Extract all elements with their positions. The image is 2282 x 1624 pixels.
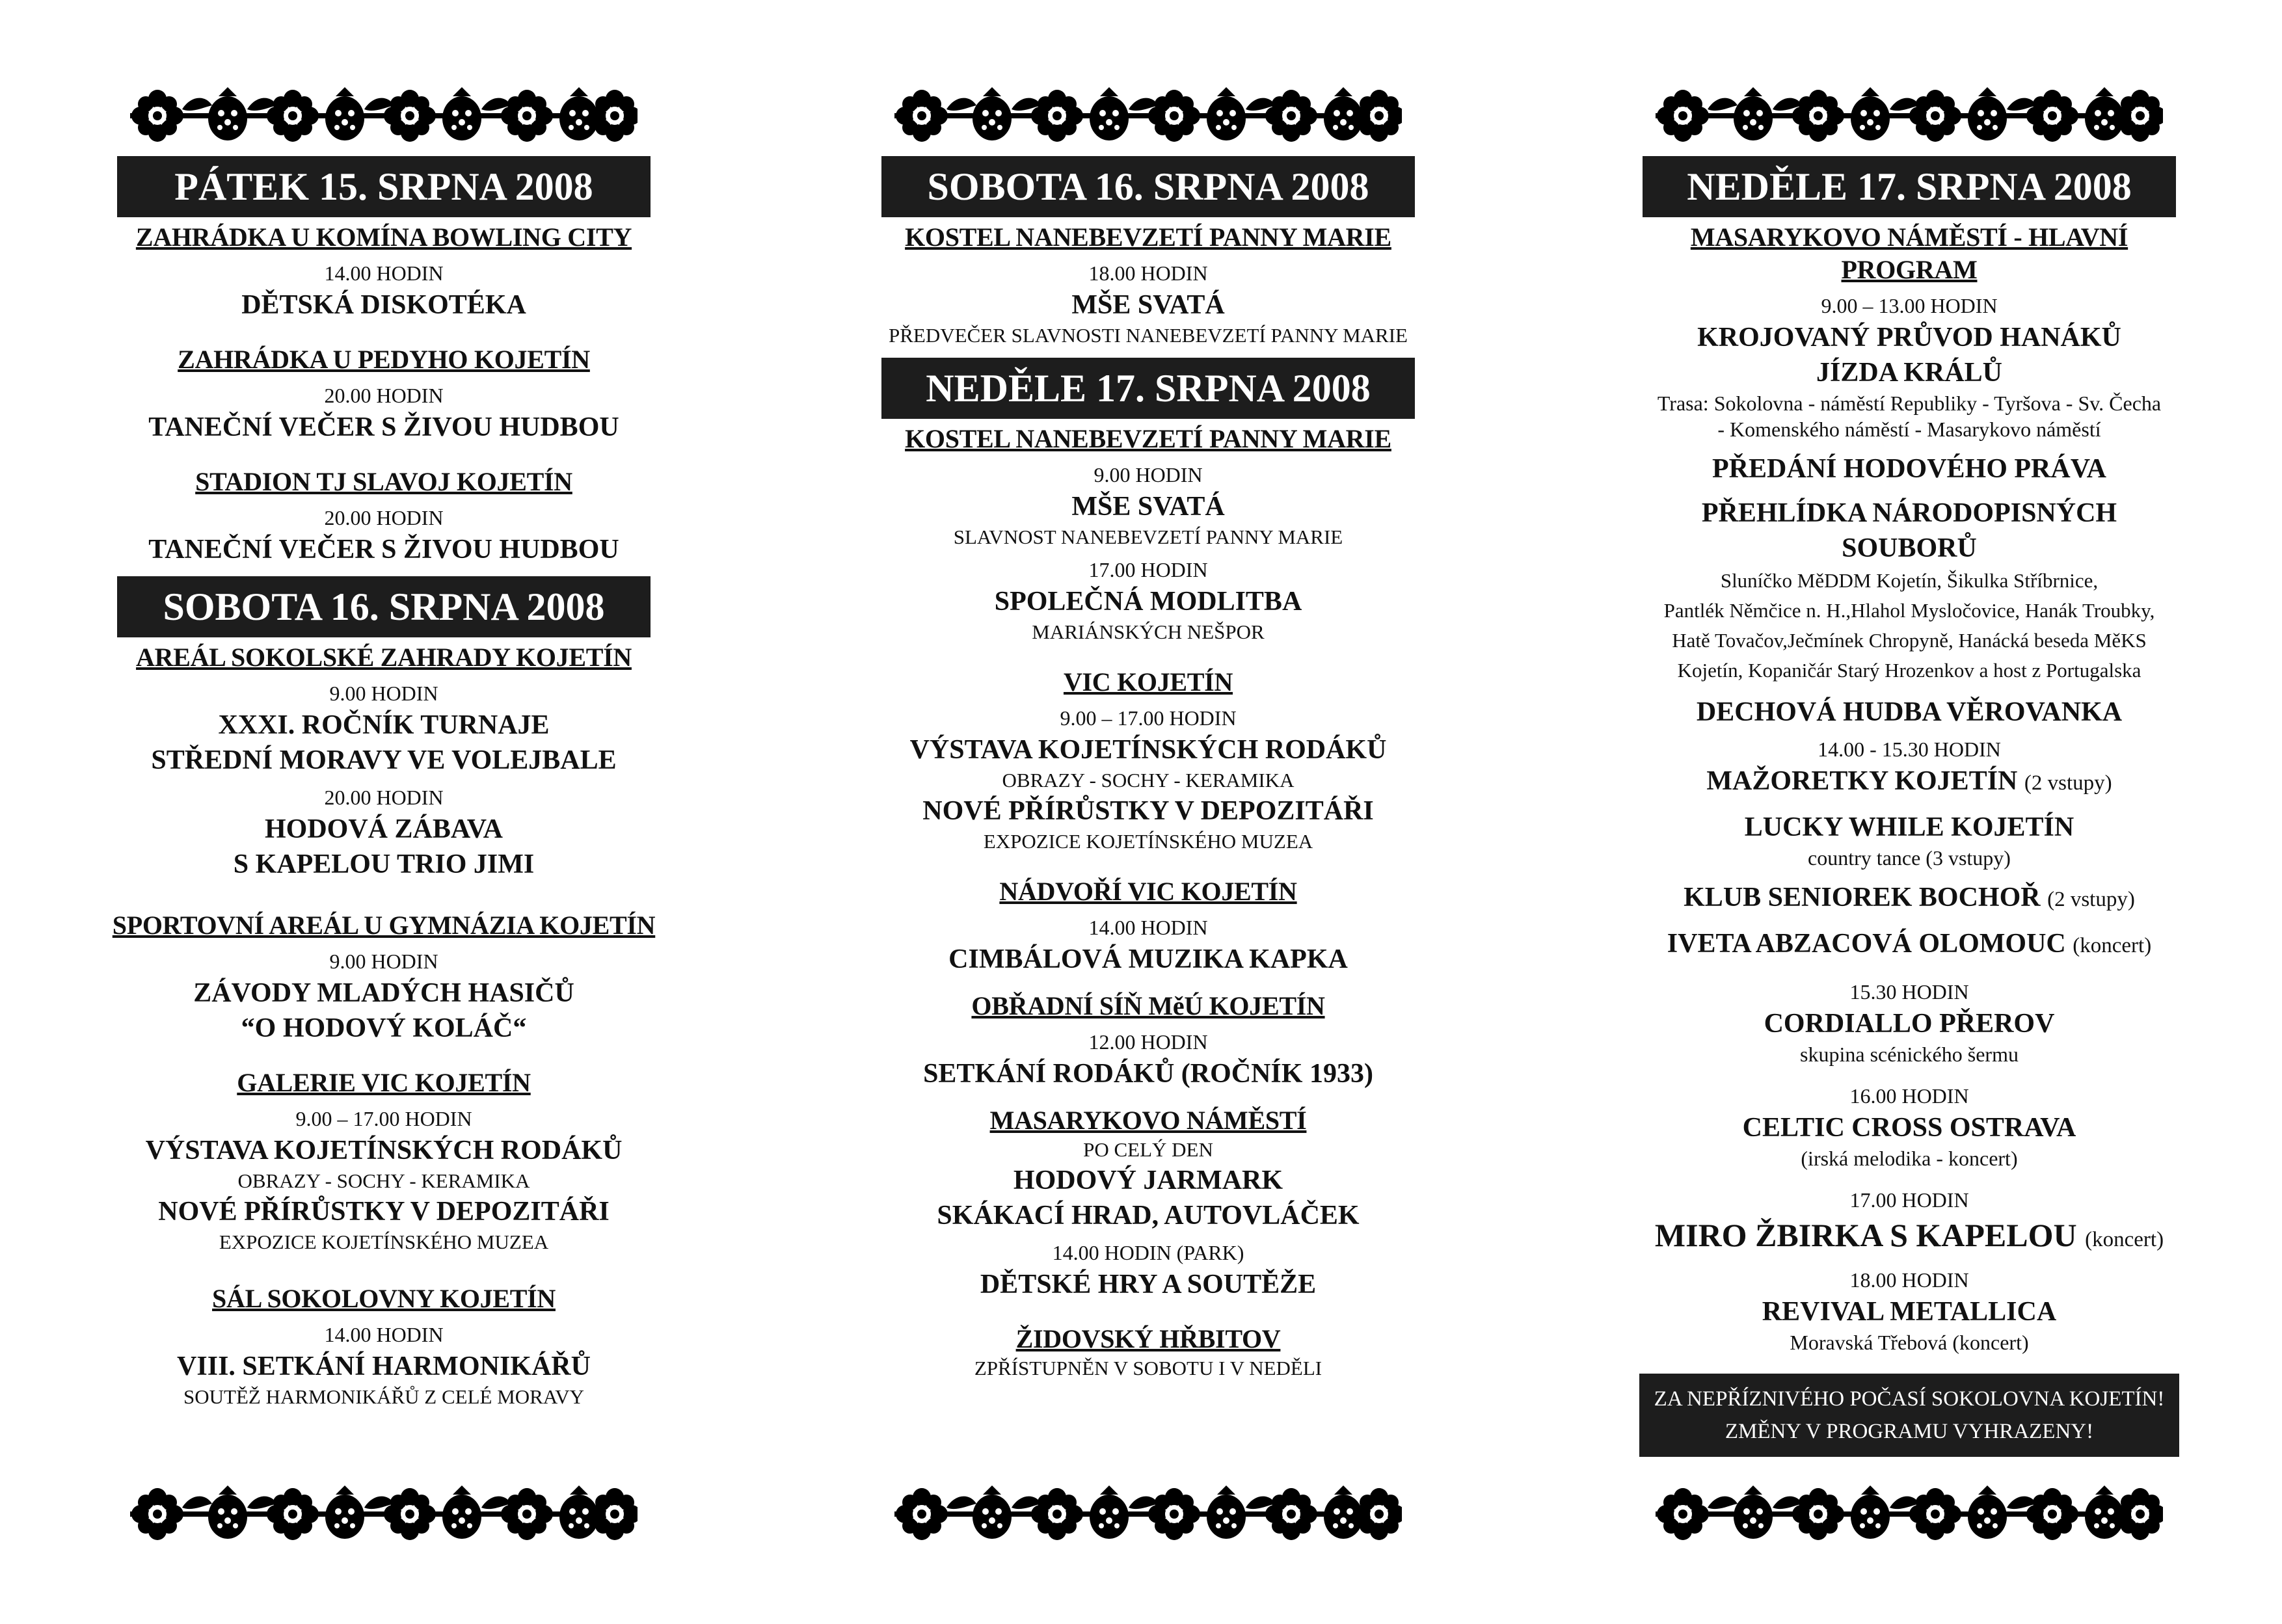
event-title: KLUB SENIOREK BOCHOŘ <box>1684 883 2041 912</box>
folk-ornament-icon <box>1656 83 2163 148</box>
event-title: SPOLEČNÁ MODLITBA <box>994 587 1302 617</box>
event-title: MŠE SVATÁ <box>1071 290 1225 320</box>
event-title: MŠE SVATÁ <box>1071 492 1225 522</box>
route-text: - Komenského náměstí - Masarykovo náměstí <box>1717 418 2101 441</box>
event-title: “O HODOVÝ KOLÁČ“ <box>241 1013 527 1043</box>
event-time: 18.00 HODIN <box>1849 1268 1969 1292</box>
event-title: S KAPELOU TRIO JIMI <box>233 849 535 879</box>
event-time: 14.00 HODIN <box>1088 916 1208 939</box>
event-subtitle: EXPOZICE KOJETÍNSKÉHO MUZEA <box>983 830 1313 853</box>
day-heading: PÁTEK 15. SRPNA 2008 <box>117 156 651 217</box>
event-title: IVETA ABZACOVÁ OLOMOUC <box>1667 929 2066 959</box>
event-title-line <box>1636 764 2182 801</box>
event-time: 14.00 HODIN <box>324 1323 444 1346</box>
venue-title: NÁDVOŘÍ VIC KOJETÍN <box>999 877 1297 906</box>
event-subtitle: ZPŘÍSTUPNĚN V SOBOTU I V NEDĚLI <box>974 1357 1322 1379</box>
event-title: KROJOVANÝ PRŮVOD HANÁKŮ <box>1697 323 2121 353</box>
event-subtitle: country tance (3 vstupy) <box>1808 846 2011 870</box>
event-title: SKÁKACÍ HRAD, AUTOVLÁČEK <box>937 1201 1360 1231</box>
event-time: 9.00 HODIN <box>1094 463 1203 486</box>
venue-title: SPORTOVNÍ AREÁL U GYMNÁZIA KOJETÍN <box>112 911 656 940</box>
event-time: 17.00 HODIN <box>1849 1188 1969 1212</box>
event-title: CELTIC CROSS OSTRAVA <box>1742 1113 2076 1143</box>
weather-notice <box>1639 1374 2179 1457</box>
day-heading: NEDĚLE 17. SRPNA 2008 <box>881 358 1415 419</box>
event-title: PŘEHLÍDKA NÁRODOPISNÝCH SOUBORŮ <box>1701 498 2117 563</box>
event-title: DĚTSKÉ HRY A SOUTĚŽE <box>980 1270 1317 1299</box>
event-time: 14.00 HODIN <box>324 261 444 285</box>
event-subtitle: skupina scénického šermu <box>1800 1043 2019 1066</box>
event-note: (2 vstupy) <box>2047 888 2135 911</box>
event-title: VÝSTAVA KOJETÍNSKÝCH RODÁKŮ <box>145 1136 623 1165</box>
venue-title: OBŘADNÍ SÍŇ MěÚ KOJETÍN <box>971 991 1325 1020</box>
ensemble-list: Pantlék Němčice n. H.,Hlahol Mysločovice, Hanák Troubky, <box>1663 599 2155 622</box>
notice-line: ZA NEPŘÍZNIVÉHO POČASÍ SOKOLOVNA KOJETÍN! <box>1654 1387 2165 1411</box>
event-title: JÍZDA KRÁLŮ <box>1816 358 2002 388</box>
event-time: 16.00 HODIN <box>1849 1084 1969 1108</box>
event-title: MIRO ŽBIRKA S KAPELOU <box>1654 1217 2077 1253</box>
event-time: 14.00 - 15.30 HODIN <box>1818 738 2001 761</box>
event-title: SETKÁNÍ RODÁKŮ (ROČNÍK 1933) <box>923 1059 1373 1089</box>
day-heading: SOBOTA 16. SRPNA 2008 <box>881 156 1415 217</box>
ensemble-list: Sluníčko MěDDM Kojetín, Šikulka Stříbrnice, <box>1720 569 2099 592</box>
event-subtitle: SLAVNOST NANEBEVZETÍ PANNY MARIE <box>953 526 1343 548</box>
folk-ornament-icon <box>1656 1482 2163 1547</box>
event-title: LUCKY WHILE KOJETÍN <box>1744 812 2074 842</box>
event-title: CIMBÁLOVÁ MUZIKA KAPKA <box>948 944 1348 974</box>
route-text: Trasa: Sokolovna - náměstí Republiky - Tyršova - Sv. Čecha <box>1657 392 2162 415</box>
event-time: 20.00 HODIN <box>324 786 444 809</box>
event-title: HODOVÁ ZÁBAVA <box>264 814 503 844</box>
event-time: 9.00 HODIN <box>329 682 438 705</box>
event-subtitle: OBRAZY - SOCHY - KERAMIKA <box>1002 769 1295 792</box>
venue-title: GALERIE VIC KOJETÍN <box>237 1068 531 1097</box>
event-title: REVIVAL METALLICA <box>1762 1297 2057 1327</box>
event-title: TANEČNÍ VEČER S ŽIVOU HUDBOU <box>148 412 619 442</box>
venue-title: ŽIDOVSKÝ HŘBITOV <box>1015 1324 1281 1353</box>
day-heading: NEDĚLE 17. SRPNA 2008 <box>1643 156 2176 217</box>
event-title: XXXI. ROČNÍK TURNAJE <box>218 710 550 740</box>
event-title-line <box>1636 880 2182 917</box>
event-title: ZÁVODY MLADÝCH HASIČŮ <box>193 978 574 1008</box>
venue-title: MASARYKOVO NÁMĚSTÍ - HLAVNÍ PROGRAM <box>1690 222 2128 284</box>
event-subtitle: EXPOZICE KOJETÍNSKÉHO MUZEA <box>219 1231 549 1253</box>
event-title: CORDIALLO PŘEROV <box>1764 1009 2055 1039</box>
event-note: (koncert) <box>2073 934 2152 957</box>
event-time: PO CELÝ DEN <box>1083 1138 1213 1161</box>
event-time: 9.00 – 17.00 HODIN <box>295 1107 472 1130</box>
event-time: 18.00 HODIN <box>1088 261 1208 285</box>
event-time: 20.00 HODIN <box>324 506 444 529</box>
event-note: (koncert) <box>2085 1228 2164 1251</box>
venue-title: ZAHRÁDKA U PEDYHO KOJETÍN <box>178 345 590 374</box>
event-title-line <box>1636 1214 2182 1260</box>
event-subtitle: (irská melodika - koncert) <box>1801 1147 2018 1170</box>
folk-ornament-icon <box>130 1482 638 1547</box>
event-time: 17.00 HODIN <box>1088 558 1208 581</box>
venue-title: AREÁL SOKOLSKÉ ZAHRADY KOJETÍN <box>136 643 632 672</box>
event-title: DECHOVÁ HUDBA VĚROVANKA <box>1696 697 2123 727</box>
event-time: 15.30 HODIN <box>1849 980 1969 1004</box>
event-subtitle: PŘEDVEČER SLAVNOSTI NANEBEVZETÍ PANNY MARIE <box>889 324 1408 347</box>
venue-title: SÁL SOKOLOVNY KOJETÍN <box>212 1284 556 1313</box>
folk-ornament-icon <box>894 1482 1402 1547</box>
event-time: 12.00 HODIN <box>1088 1030 1208 1054</box>
event-time: 9.00 HODIN <box>329 950 438 973</box>
event-subtitle: OBRAZY - SOCHY - KERAMIKA <box>237 1169 530 1192</box>
venue-title: KOSTEL NANEBEVZETÍ PANNY MARIE <box>905 222 1391 252</box>
event-title-line <box>1636 926 2182 963</box>
event-title: NOVÉ PŘÍRŮSTKY V DEPOZITÁŘI <box>158 1197 610 1227</box>
event-time: 9.00 – 17.00 HODIN <box>1060 706 1237 730</box>
notice-line: ZMĚNY V PROGRAMU VYHRAZENY! <box>1725 1420 2094 1443</box>
event-time: 20.00 HODIN <box>324 384 444 407</box>
event-time: 9.00 – 13.00 HODIN <box>1821 294 1998 317</box>
event-title: NOVÉ PŘÍRŮSTKY V DEPOZITÁŘI <box>922 796 1374 826</box>
event-subtitle: MARIÁNSKÝCH NEŠPOR <box>1032 620 1265 643</box>
venue-title: ZAHRÁDKA U KOMÍNA BOWLING CITY <box>135 222 632 252</box>
venue-title: VIC KOJETÍN <box>1063 667 1233 697</box>
folk-ornament-icon <box>894 83 1402 148</box>
event-title: STŘEDNÍ MORAVY VE VOLEJBALE <box>151 745 617 775</box>
day-heading: SOBOTA 16. SRPNA 2008 <box>117 576 651 637</box>
event-note: (2 vstupy) <box>2024 771 2112 795</box>
ensemble-list: Hatě Tovačov,Ječmínek Chropyně, Hanácká beseda MěKS <box>1672 629 2147 652</box>
event-subtitle: Moravská Třebová (koncert) <box>1790 1331 2029 1354</box>
event-title: TANEČNÍ VEČER S ŽIVOU HUDBOU <box>148 535 619 565</box>
event-title: DĚTSKÁ DISKOTÉKA <box>241 290 526 320</box>
event-title: PŘEDÁNÍ HODOVÉHO PRÁVA <box>1712 454 2106 484</box>
event-time: 14.00 HODIN (PARK) <box>1052 1241 1244 1264</box>
ensemble-list: Kojetín, Kopaničár Starý Hrozenkov a host z Portugalska <box>1677 659 2141 682</box>
venue-title: KOSTEL NANEBEVZETÍ PANNY MARIE <box>905 424 1391 453</box>
event-title: VIII. SETKÁNÍ HARMONIKÁŘŮ <box>177 1351 591 1381</box>
event-subtitle: SOUTĚŽ HARMONIKÁŘŮ Z CELÉ MORAVY <box>183 1385 584 1408</box>
venue-title: MASARYKOVO NÁMĚSTÍ <box>989 1106 1307 1135</box>
event-title: MAŽORETKY KOJETÍN <box>1706 766 2018 796</box>
folk-ornament-icon <box>130 83 638 148</box>
venue-title: STADION TJ SLAVOJ KOJETÍN <box>195 467 572 496</box>
event-title: VÝSTAVA KOJETÍNSKÝCH RODÁKŮ <box>909 735 1387 765</box>
event-title: HODOVÝ JARMARK <box>1013 1165 1283 1195</box>
